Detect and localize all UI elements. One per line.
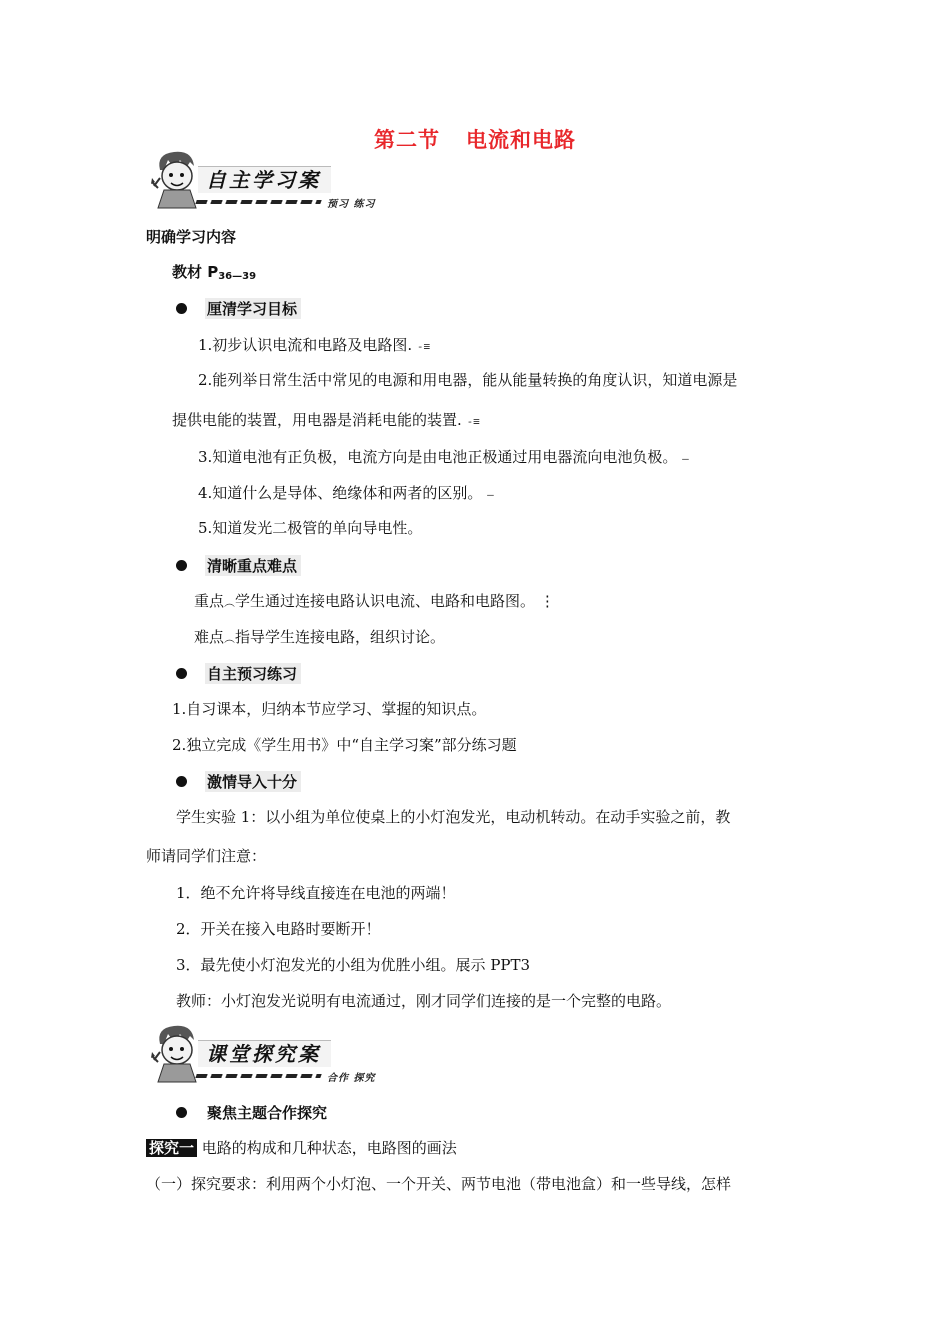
bullet-icon (176, 668, 187, 679)
focus-heading-label: 聚焦主题合作探究 (207, 1104, 328, 1122)
goal-mark: — (487, 488, 494, 501)
intro-teacher: 教师：小灯泡发光说明有电流通过，刚才同学们连接的是一个完整的电路。 (176, 992, 672, 1010)
goal-mark: -≡ (466, 415, 480, 428)
banner-self-study (146, 148, 386, 218)
bullet-icon (176, 1107, 187, 1118)
intro-heading-label: 激情导入十分 (205, 771, 301, 792)
focus-heading (176, 1102, 331, 1123)
goal-mark: -≡ (416, 340, 431, 353)
goal-item-2 (198, 370, 737, 390)
banner-sub: 合作 探究 (327, 1072, 376, 1084)
goal-item-1 (198, 335, 430, 357)
goal-text: 1.初步认识电流和电路及电路图. (198, 336, 413, 354)
intro-item-2: 2．开关在接入电路时要断开！ (176, 920, 381, 938)
bullet-icon (176, 560, 187, 571)
banner-classroom (146, 1022, 386, 1092)
banner-underline (196, 196, 375, 208)
key-text: 学生通过连接电路认识电流、电路和电路图。 (235, 592, 536, 610)
page-title (0, 124, 950, 154)
intro-heading (176, 771, 301, 792)
textbook-prefix: 教材 P (172, 263, 219, 281)
hard-point-line: 难点︵指导学生连接电路，组织讨论。 (194, 628, 446, 646)
explore-title: 电路的构成和几种状态，电路图的画法 (201, 1139, 457, 1157)
goal-text: 3.知道电池有正负极，电流方向是由电池正极通过用电器流向电池负极。 (198, 448, 678, 466)
keypoints-heading (176, 555, 301, 576)
title-part1: 第二节 (374, 128, 440, 152)
key-tail: ⋮ (539, 592, 555, 610)
banner-label: 课堂探究案 (198, 1040, 331, 1067)
textbook-pages: 36—39 (218, 271, 257, 282)
dash-line (195, 200, 321, 204)
banner-sub: 预习 练习 (327, 198, 376, 210)
goals-heading (176, 298, 301, 319)
intro-paragraph-1-cont: 师请同学们注意： (146, 847, 267, 865)
hard-label: 难点 (194, 628, 225, 646)
goal-item-4 (198, 483, 494, 505)
bullet-icon (176, 303, 187, 314)
goal-text: 5.知道发光二极管的单向导电性。 (198, 519, 423, 537)
banner-underline (196, 1070, 375, 1082)
keypoints-heading-label: 清晰重点难点 (205, 555, 301, 576)
goal-text: 4.知道什么是导体、绝缘体和两者的区别。 (198, 484, 483, 502)
explore-line (146, 1138, 457, 1158)
preview-item-2: 2.独立完成《学生用书》中“自主学习案”部分练习题 (172, 736, 517, 754)
key-point-line: 重点︵学生通过连接电路认识电流、电路和电路图。 ⋮ (194, 592, 555, 610)
goal-item-5 (198, 518, 422, 538)
title-part2: 电流和电路 (466, 128, 576, 152)
banner-label: 自主学习案 (198, 166, 331, 193)
intro-item-3: 3．最先使小灯泡发光的小组为优胜小组。展示 PPT3 (176, 956, 531, 974)
goal-item-2-cont (172, 410, 480, 432)
preview-item-1: 1.自习课本，归纳本节应学习、掌握的知识点。 (172, 700, 487, 718)
explore-tag: 探究一 (146, 1139, 197, 1157)
dash-line (195, 1074, 321, 1078)
goals-heading-label: 厘清学习目标 (205, 298, 301, 319)
hard-text: 指导学生连接电路，组织讨论。 (235, 628, 446, 646)
preview-heading (176, 663, 301, 684)
goal-text: 2.能列举日常生活中常见的电源和用电器，能从能量转换的角度认识，知道电源是 (198, 371, 738, 389)
goal-text: 提供电能的装置，用电器是消耗电能的装置. (172, 411, 462, 429)
key-label: 重点 (194, 592, 225, 610)
bullet-icon (176, 776, 187, 787)
intro-item-1: 1．绝不允许将导线直接连在电池的两端！ (176, 884, 456, 902)
intro-paragraph-1: 学生实验 1：以小组为单位使桌上的小灯泡发光，电动机转动。在动手实验之前，教 (176, 808, 731, 826)
section-header: 明确学习内容 (146, 228, 237, 246)
preview-heading-label: 自主预习练习 (205, 663, 301, 684)
goal-item-3 (198, 447, 689, 469)
explore-requirement: （一）探究要求：利用两个小灯泡、一个开关、两节电池（带电池盒）和一些导线，怎样 (146, 1175, 732, 1193)
textbook-line (172, 262, 256, 287)
goal-mark: — (682, 452, 689, 465)
